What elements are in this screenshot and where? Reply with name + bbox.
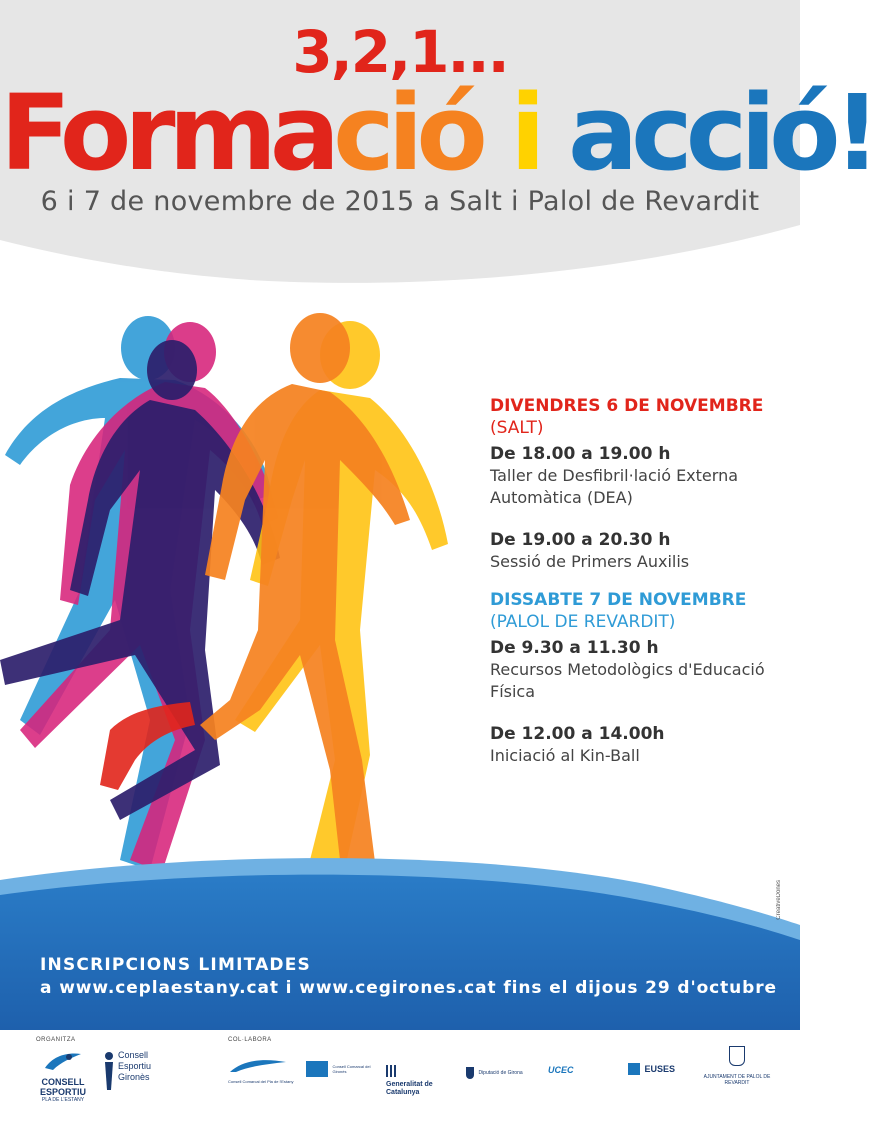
headline-part-2: ció: [333, 72, 481, 194]
headline: [0, 72, 874, 194]
logo-ucec: [548, 1060, 610, 1078]
slot-title: Sessió de Primers Auxilis: [490, 552, 690, 571]
collabora-label: COL·LABORA: [228, 1037, 272, 1043]
logo-consell-esportiu-girones: [102, 1050, 164, 1098]
headline-part-3: i: [480, 72, 568, 194]
illustrator-credit: CreativeDones: [776, 880, 782, 920]
slot-time: De 19.00 a 20.30 h: [490, 530, 671, 550]
logo-consell-comarcal-girones: [306, 1060, 376, 1078]
slot-time: De 9.30 a 11.30 h: [490, 638, 659, 658]
logo-text: Consell Comarcal del Gironès: [332, 1063, 371, 1074]
logo-text: UCEC: [548, 1065, 574, 1075]
crest-logo-icon: [729, 1046, 745, 1066]
slot-time: De 18.00 a 19.00 h: [490, 444, 671, 464]
logo-consell-esportiu-pla-estany: [28, 1050, 98, 1104]
runner-logo-icon: [43, 1050, 83, 1072]
logo-text: Consell Esportiu Gironès: [118, 1050, 152, 1082]
slot-time: De 12.00 a 14.00h: [490, 724, 665, 744]
countdown: 3,2,1...: [292, 18, 508, 86]
logo-generalitat: [386, 1062, 454, 1098]
headline-part-1: Forma: [0, 72, 334, 194]
logo-text: AJUNTAMENT DE PALOL DE REVARDIT: [703, 1074, 771, 1086]
wave-logo-icon: [228, 1056, 288, 1074]
day-place: (SALT): [490, 418, 544, 438]
headline-part-4: acció!: [567, 72, 874, 194]
flag-logo-icon: [386, 1065, 396, 1077]
slot-title: Recursos Metodològics d'Educació Física: [490, 660, 765, 701]
day-place: (PALOL DE REVARDIT): [490, 612, 676, 632]
organitza-label: ORGANITZA: [36, 1037, 76, 1043]
slot-title: Iniciació al Kin-Ball: [490, 746, 640, 765]
day-title: DISSABTE 7 DE NOVEMBRE: [490, 590, 747, 610]
day-saturday: [490, 589, 790, 767]
logo-euses: [628, 1060, 698, 1078]
day-title: DIVENDRES 6 DE NOVEMBRE: [490, 396, 764, 416]
schedule: [490, 395, 790, 767]
logo-text: Generalitat de Catalunya: [386, 1080, 433, 1096]
day-friday: [490, 395, 790, 573]
logo-ajuntament-palol: [700, 1046, 774, 1086]
registration-title: INSCRIPCIONS LIMITADES: [40, 955, 311, 975]
runners-illustration: [0, 300, 470, 920]
registration-text: a www.ceplaestany.cat i www.cegirones.cat fins el dijous 29 d'octubre: [40, 978, 777, 998]
event-dates: 6 i 7 de novembre de 2015 a Salt i Palol de Revardit: [40, 186, 760, 217]
square-logo-icon: [628, 1063, 640, 1075]
runner-orange: [200, 313, 410, 862]
shield-logo-icon: [466, 1067, 474, 1079]
logo-text: Diputació de Girona: [478, 1069, 523, 1076]
logo-text: EUSES: [644, 1063, 675, 1074]
square-logo-icon: [306, 1061, 328, 1077]
logo-consell-comarcal-pla-estany: [228, 1056, 298, 1084]
sponsor-logo-strip: [0, 1030, 800, 1131]
logo-subtext: PLA DE L'ESTANY: [41, 1097, 85, 1103]
slot-title: Taller de Desfibril·lació Externa Automàtica (DEA): [490, 466, 739, 507]
registration-info: [40, 954, 780, 999]
figure-logo-icon: [102, 1050, 116, 1098]
logo-text: Consell Comarcal del Pla de l'Estany: [228, 1079, 294, 1084]
logo-text: CONSELL ESPORTIU: [39, 1077, 86, 1097]
logo-diputacio-girona: [466, 1064, 532, 1082]
